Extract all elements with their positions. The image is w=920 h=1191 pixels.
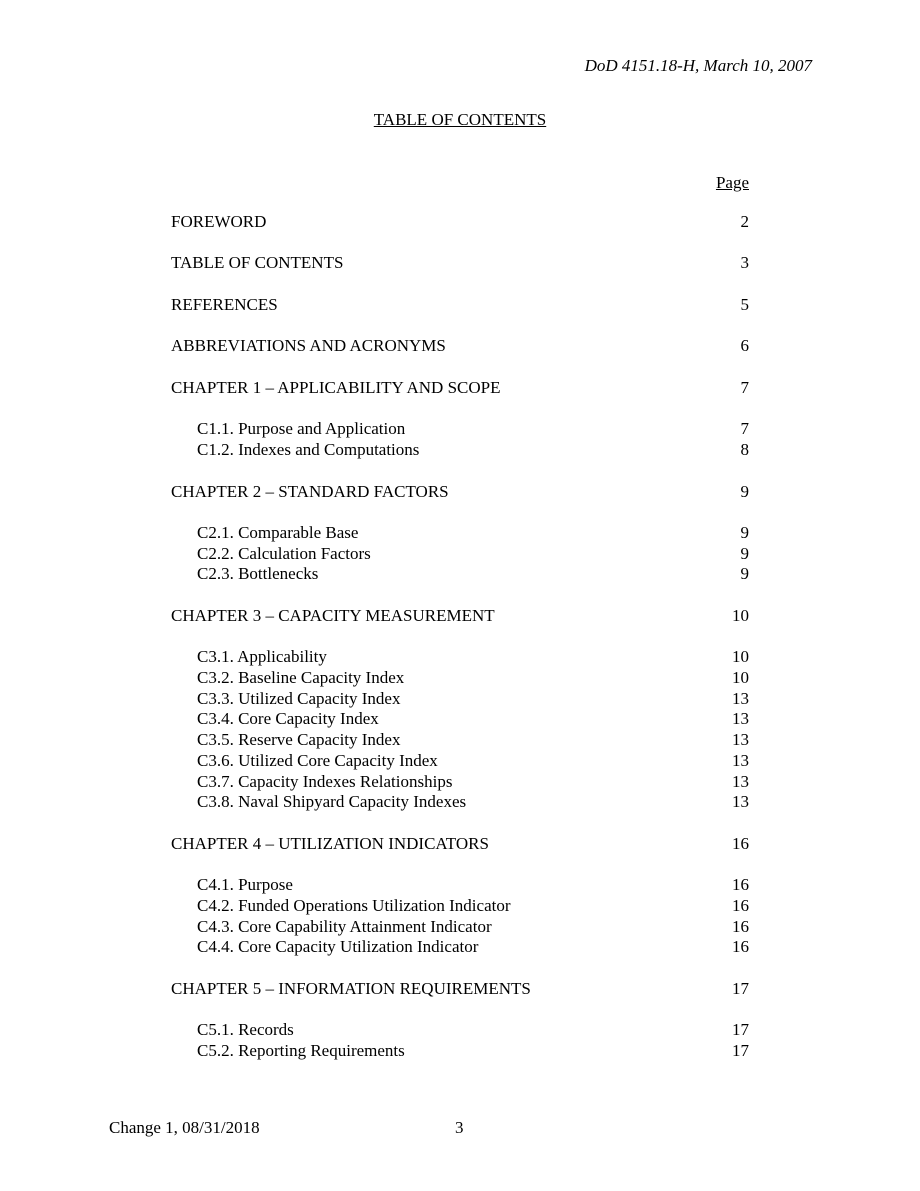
toc-entry-label: TABLE OF CONTENTS	[171, 253, 344, 273]
toc-entry-label: ABBREVIATIONS AND ACRONYMS	[171, 336, 446, 356]
toc-subentry-page: 16	[732, 895, 749, 915]
toc-entry-label: FOREWORD	[171, 212, 267, 231]
toc-entry-page: 2	[740, 212, 749, 231]
toc-subentry	[171, 647, 749, 668]
toc-subentry-page: 17	[732, 1040, 749, 1060]
toc-subentry-page: 13	[732, 792, 749, 812]
page-title: TABLE OF CONTENTS	[373, 110, 547, 129]
toc-subentry-label: C3.6. Utilized Core Capacity Index	[197, 750, 438, 770]
toc-subentry-label: C5.1. Records	[197, 1020, 294, 1040]
toc-entry	[171, 295, 749, 316]
toc-subentry-label: C2.1. Comparable Base	[197, 523, 359, 543]
toc-entry-page: 7	[740, 377, 749, 397]
toc-subentry	[171, 523, 749, 544]
toc-entry	[171, 606, 749, 627]
toc-entry-label: CHAPTER 3 – CAPACITY MEASUREMENT	[171, 605, 495, 625]
footer-change-note: Change 1, 08/31/2018	[109, 1118, 260, 1137]
toc-subentry-page: 13	[732, 730, 749, 750]
toc-entry-page: 6	[740, 336, 749, 356]
toc-subentry-page: 13	[732, 771, 749, 791]
toc-subentry	[171, 419, 749, 440]
toc-subentry-label: C2.3. Bottlenecks	[197, 564, 319, 584]
toc-entry	[171, 378, 749, 399]
toc-subentry	[171, 564, 749, 585]
document-header: DoD 4151.18-H, March 10, 2007	[584, 56, 812, 75]
toc-subentry-label: C5.2. Reporting Requirements	[197, 1040, 405, 1060]
toc-subentry-label: C4.1. Purpose	[197, 875, 293, 895]
toc-subentry-page: 13	[732, 688, 749, 708]
toc-subentry-page: 7	[740, 419, 749, 439]
toc-subentry-label: C3.7. Capacity Indexes Relationships	[197, 771, 453, 791]
toc-subentry-label: C3.8. Naval Shipyard Capacity Indexes	[197, 792, 467, 812]
toc-subentry-label: C4.3. Core Capability Attainment Indicator	[197, 916, 492, 936]
toc-subentry-label: C3.2. Baseline Capacity Index	[197, 668, 405, 688]
toc-subentry-page: 17	[732, 1020, 749, 1040]
toc-subentry-page: 8	[740, 440, 749, 460]
toc-subentry-label: C3.3. Utilized Capacity Index	[197, 688, 401, 708]
toc-subentry	[171, 1041, 749, 1062]
toc-subentry-page: 16	[732, 916, 749, 936]
toc-entry-label: CHAPTER 1 – APPLICABILITY AND SCOPE	[171, 377, 501, 397]
toc-subentry-label: C3.5. Reserve Capacity Index	[197, 730, 401, 750]
toc-subentry-page: 10	[732, 668, 749, 688]
toc-subentry	[171, 937, 749, 958]
page-column-heading: Page	[715, 173, 749, 192]
toc-subentry	[171, 917, 749, 938]
footer-page-number: 3	[455, 1118, 464, 1137]
toc-entry-page: 17	[732, 978, 749, 998]
toc-entry	[171, 834, 749, 855]
toc-subentry-page: 16	[732, 875, 749, 895]
toc-subentry-label: C3.4. Core Capacity Index	[197, 709, 379, 729]
toc-subentry-page: 13	[732, 709, 749, 729]
toc-entry	[171, 482, 749, 503]
toc-subentry-label: C3.1. Applicability	[197, 647, 327, 667]
toc-subentry-page: 9	[740, 564, 749, 584]
toc-entry	[171, 253, 749, 274]
toc-subentry	[171, 751, 749, 772]
toc-subentry	[171, 709, 749, 730]
toc-subentry	[171, 772, 749, 793]
toc-entry-label: CHAPTER 2 – STANDARD FACTORS	[171, 481, 449, 501]
toc-subentry	[171, 544, 749, 565]
toc-subentry	[171, 875, 749, 896]
toc-entry-label: REFERENCES	[171, 294, 278, 314]
toc-subentry-page: 10	[732, 647, 749, 667]
toc-subentry	[171, 792, 749, 813]
toc-subentry-page: 9	[740, 543, 749, 563]
toc-subentry-label: C2.2. Calculation Factors	[197, 543, 371, 563]
toc-subentry	[171, 1020, 749, 1041]
toc-subentry	[171, 896, 749, 917]
toc-subentry	[171, 689, 749, 710]
toc-entry-page: 10	[732, 605, 749, 625]
table-of-contents	[171, 212, 749, 1062]
toc-subentry-label: C4.2. Funded Operations Utilization Indicator	[197, 895, 511, 915]
toc-subentry-page: 13	[732, 750, 749, 770]
toc-entry-page: 5	[740, 294, 749, 314]
toc-entry-label: CHAPTER 4 – UTILIZATION INDICATORS	[171, 833, 489, 853]
toc-entry	[171, 212, 749, 233]
toc-subentry-page: 9	[740, 523, 749, 543]
toc-entry-page: 3	[740, 253, 749, 273]
toc-subentry-label: C1.1. Purpose and Application	[197, 419, 406, 439]
toc-entry-page: 9	[740, 481, 749, 501]
toc-entry	[171, 336, 749, 357]
toc-subentry	[171, 440, 749, 461]
toc-entry-label: CHAPTER 5 – INFORMATION REQUIREMENTS	[171, 978, 531, 998]
toc-subentry-label: C4.4. Core Capacity Utilization Indicator	[197, 937, 479, 957]
toc-entry-page: 16	[732, 833, 749, 853]
toc-subentry-page: 16	[732, 937, 749, 957]
toc-entry	[171, 979, 749, 1000]
toc-subentry-label: C1.2. Indexes and Computations	[197, 440, 420, 460]
toc-subentry	[171, 668, 749, 689]
toc-subentry	[171, 730, 749, 751]
